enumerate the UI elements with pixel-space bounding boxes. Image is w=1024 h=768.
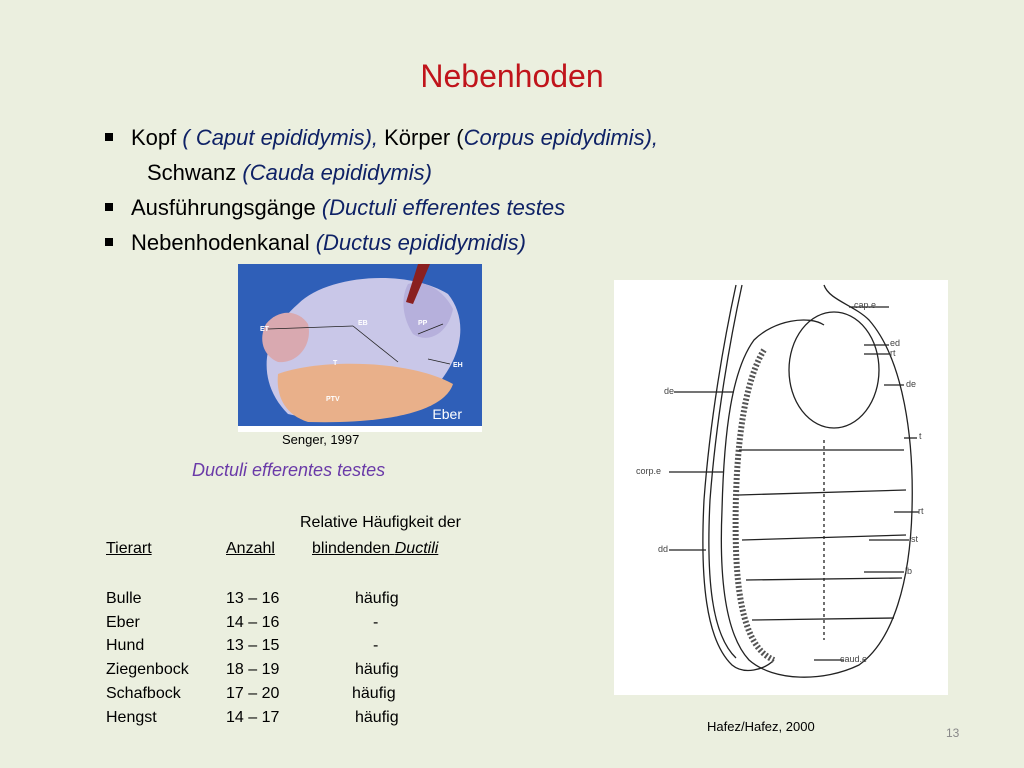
table-cell-anzahl: 13 – 16	[226, 590, 280, 607]
square-bullet-icon	[105, 203, 113, 211]
table-cell-haeufigkeit: häufig	[355, 661, 399, 678]
page-number: 13	[946, 726, 960, 740]
bullet-list	[103, 120, 658, 260]
diagram-label-ed: ed	[890, 338, 901, 348]
bullet-item-1	[103, 120, 658, 190]
diagram-label-rt-top: rt	[890, 348, 896, 358]
bullet-latin: (Cauda epididymis)	[242, 160, 432, 185]
table-cell-tierart: Hengst	[106, 709, 157, 726]
bullet-text: Ausführungsgänge	[131, 195, 322, 220]
square-bullet-icon	[105, 133, 113, 141]
table-cell-tierart: Eber	[106, 614, 140, 631]
table-header-relative-italic: Ductili	[394, 540, 439, 557]
diagram-label-cap-e: cap.e	[854, 300, 877, 310]
diagram-label-st: st	[911, 534, 919, 544]
diagram-label-de-right: de	[906, 379, 917, 389]
photo-label-eh: EH	[453, 362, 463, 369]
photo-credit: Senger, 1997	[282, 432, 360, 447]
diagram-label-dd: dd	[658, 544, 669, 554]
bullet-latin: Corpus epidydimis),	[463, 125, 659, 150]
photo-species-tag: Eber	[432, 406, 462, 422]
table-cell-tierart: Schafbock	[106, 685, 181, 702]
bullet-item-3	[103, 225, 658, 260]
bullet-item-2	[103, 190, 658, 225]
diagram-label-corp-e: corp.e	[636, 466, 662, 476]
diagram-label-t: t	[919, 431, 922, 441]
table-header-relative-text: blindenden	[312, 540, 395, 557]
epididymis-photo	[238, 264, 482, 432]
table-cell-anzahl: 17 – 20	[226, 685, 280, 702]
table-cell-haeufigkeit: häufig	[352, 685, 396, 702]
slide-title: Nebenhoden	[420, 58, 604, 94]
table-header-tierart: Tierart	[106, 540, 152, 557]
photo-label-et: ET	[260, 326, 269, 333]
table-cell-tierart: Bulle	[106, 590, 142, 607]
diagram-credit: Hafez/Hafez, 2000	[707, 719, 815, 734]
photo-label-pp: PP	[418, 320, 428, 327]
bullet-latin: ( Caput epididymis),	[182, 125, 379, 150]
diagram-label-de-left: de	[664, 386, 675, 396]
table-header-anzahl: Anzahl	[226, 540, 275, 557]
bullet-text: Nebenhodenkanal	[131, 230, 316, 255]
photo-label-t: T	[333, 360, 338, 367]
table-header-relative	[312, 540, 438, 558]
table-cell-haeufigkeit: häufig	[355, 709, 399, 726]
bullet-continuation	[131, 155, 658, 190]
table-cell-haeufigkeit: -	[373, 614, 379, 631]
bullet-latin: (Ductus epididymidis)	[315, 230, 527, 255]
bullet-text: Kopf	[131, 125, 183, 150]
diagram-label-caud-e: caud.e	[840, 654, 868, 664]
table-cell-haeufigkeit: -	[373, 637, 379, 654]
table-cell-anzahl: 14 – 17	[226, 709, 280, 726]
table-cell-anzahl: 13 – 15	[226, 637, 280, 654]
bullet-latin: (Ductuli efferentes testes	[321, 195, 566, 220]
bullet-text: Körper (	[378, 125, 464, 150]
bullet-text: Schwanz	[147, 160, 243, 185]
diagram-label-lb: lb	[905, 566, 913, 576]
table-header-relative-top: Relative Häufigkeit der	[300, 514, 461, 531]
table-cell-haeufigkeit: häufig	[355, 590, 399, 607]
diagram-label-rt-mid: rt	[918, 506, 924, 516]
table-cell-anzahl: 18 – 19	[226, 661, 280, 678]
table-subheading: Ductuli efferentes testes	[192, 460, 386, 480]
table-cell-anzahl: 14 – 16	[226, 614, 280, 631]
photo-label-ptv: PTV	[326, 396, 340, 403]
table-cell-tierart: Ziegenbock	[106, 661, 189, 678]
testis-diagram	[614, 280, 948, 695]
square-bullet-icon	[105, 238, 113, 246]
photo-label-eb: EB	[358, 320, 368, 327]
table-cell-tierart: Hund	[106, 637, 145, 654]
